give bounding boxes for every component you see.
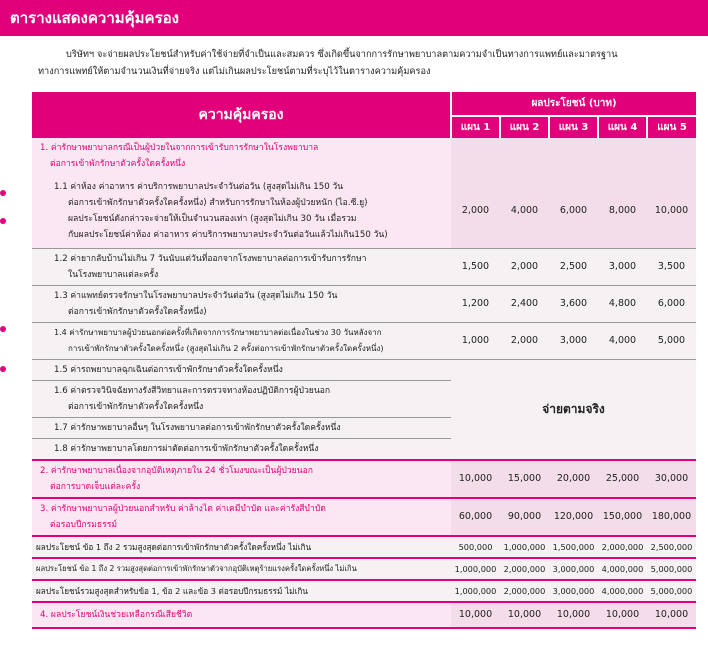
- value-cell: 3,000: [598, 248, 647, 285]
- value-cell: 2,000: [451, 174, 500, 248]
- edge-marker: [0, 190, 6, 196]
- value-cell: 150,000: [598, 498, 647, 536]
- value-cell: 120,000: [549, 498, 598, 536]
- value-cell: 20,000: [549, 460, 598, 498]
- value-cell: 4,800: [598, 285, 647, 322]
- section-3-title: 3. ค่ารักษาพยาบาลผู้ป่วยนอกสำหรับ ค่าล้างไต ค่าเคมีบำบัด และค่ารังสีบำบัด ต่อรอบปีกรมธรรม์: [32, 498, 451, 536]
- plan-header: แผน 2: [500, 116, 549, 138]
- item-1-1: 1.1 ค่าห้อง ค่าอาหาร ค่าบริการพยาบาลประจำวันต่อวัน (สูงสุดไม่เกิน 150 วัน ต่อการเข้าพักรักษาตัวครั้งใดครั้งหนึ่ง) สำหรับการรักษาในห้องผู้ป่วยหนัก (ไอ.ซี.ยู) ผลประโยชน์ดังกล่าวจะจ่ายให้เป็นจำนวนสองเท่า (สูงสุดไม่เกิน 30 วัน เมื่อรวม กับผลประโยชน์ค่าห้อง ค่าอาหาร ค่าบริการพยาบาลประจำวันต่อวันแล้วไม่เกิน150 วัน): [32, 174, 451, 248]
- coverage-table: [32, 92, 696, 629]
- value-cell: 60,000: [451, 498, 500, 536]
- value-cell: 8,000: [598, 174, 647, 248]
- table-row: [32, 359, 696, 380]
- table-row: [32, 498, 696, 536]
- edge-marker: [0, 366, 6, 372]
- edge-marker: [0, 218, 6, 224]
- value-cell: 10,000: [451, 460, 500, 498]
- table-row: [32, 558, 696, 580]
- value-cell: 3,000: [549, 322, 598, 359]
- value-cell: 3,000,000: [549, 580, 598, 602]
- value-cell: 10,000: [647, 602, 696, 628]
- value-cell: 10,000: [598, 602, 647, 628]
- value-cell: 2,400: [500, 285, 549, 322]
- value-cell: 5,000,000: [647, 558, 696, 580]
- value-cell: 5,000: [647, 322, 696, 359]
- value-cell: 180,000: [647, 498, 696, 536]
- value-cell: 2,000,000: [500, 580, 549, 602]
- page-title: ตารางแสดงความคุ้มครอง: [0, 0, 708, 36]
- value-cell: 1,200: [451, 285, 500, 322]
- value-cell: 4,000,000: [598, 558, 647, 580]
- value-cell: 4,000,000: [598, 580, 647, 602]
- item-1-6: 1.6 ค่าตรวจวินิจฉัยทางรังสีวิทยาและการตรวจทางห้องปฏิบัติการผู้ป่วยนอก ต่อการเข้าพักรักษาตัวครั้งใดครั้งหนึ่ง: [32, 380, 451, 417]
- value-cell: 5,000,000: [647, 580, 696, 602]
- value-cell: 2,000: [500, 248, 549, 285]
- intro-line-1: บริษัทฯ จะจ่ายผลประโยชน์สำหรับค่าใช้จ่ายที่จำเป็นและสมควร ซึ่งเกิดขึ้นจากการรักษาพยาบาลตามความจำเป็นทางการแพทย์และมาตรฐาน: [66, 49, 618, 60]
- edge-marker: [0, 326, 6, 332]
- plan-header: แผน 1: [451, 116, 500, 138]
- table-row: [32, 536, 696, 558]
- summary-2-label: ผลประโยชน์ ข้อ 1 ถึง 2 รวมสูงสุดต่อการเข้าพักรักษาตัวจากอุบัติเหตุร้ายแรงครั้งใดครั้งหนึ่ง ไม่เกิน: [32, 558, 451, 580]
- table-row: [32, 580, 696, 602]
- value-cell: 1,000,000: [500, 536, 549, 558]
- value-cell: 15,000: [500, 460, 549, 498]
- table-row: [32, 322, 696, 359]
- item-1-3: 1.3 ค่าแพทย์ตรวจรักษาในโรงพยาบาลประจำวันต่อวัน (สูงสุดไม่เกิน 150 วัน ต่อการเข้าพักรักษาตัวครั้งใดครั้งหนึ่ง): [32, 285, 451, 322]
- item-1-8: 1.8 ค่ารักษาพยาบาลโดยการผ่าตัดต่อการเข้าพักรักษาตัวครั้งใดครั้งหนึ่ง: [32, 438, 451, 460]
- item-1-2: 1.2 ค่ายากลับบ้านไม่เกิน 7 วันนับแต่วันที่ออกจากโรงพยาบาลต่อการเข้ารับการรักษา ในโรงพยาบาลแต่ละครั้ง: [32, 248, 451, 285]
- value-cell: 500,000: [451, 536, 500, 558]
- value-cell: 10,000: [549, 602, 598, 628]
- table-row: [32, 602, 696, 628]
- item-1-4: 1.4 ค่ารักษาพยาบาลผู้ป่วยนอกต่อครั้งที่เกิดจากการรักษาพยาบาลต่อเนื่องในช่วง 30 วันหลังจาก การเข้าพักรักษาตัวครั้งใดครั้งหนึ่ง (สูงสุดไม่เกิน 2 ครั้งต่อการเข้าพักรักษาตัวครั้งใดครั้งหนึ่ง): [32, 322, 451, 359]
- value-cell: 3,500: [647, 248, 696, 285]
- item-1-7: 1.7 ค่ารักษาพยาบาลอื่นๆ ในโรงพยาบาลต่อการเข้าพักรักษาตัวครั้งใดครั้งหนึ่ง: [32, 417, 451, 438]
- value-cell: 1,000: [451, 322, 500, 359]
- value-cell: 6,000: [647, 285, 696, 322]
- intro-paragraph: [38, 46, 693, 80]
- plan-header: แผน 4: [598, 116, 647, 138]
- benefit-header: ผลประโยชน์ (บาท): [451, 92, 696, 116]
- table-row: [32, 174, 696, 248]
- value-cell: 2,500: [549, 248, 598, 285]
- value-cell: 25,000: [598, 460, 647, 498]
- section-4-title: 4. ผลประโยชน์เงินช่วยเหลือกรณีเสียชีวิต: [32, 602, 451, 628]
- plan-header: แผน 5: [647, 116, 696, 138]
- coverage-header: ความคุ้มครอง: [32, 92, 451, 138]
- value-cell: 1,000,000: [451, 580, 500, 602]
- plan-header: แผน 3: [549, 116, 598, 138]
- intro-line-2: ทางการแพทย์ให้ตามจำนวนเงินที่จ่ายจริง แต่ไม่เกินผลประโยชน์ตามที่ระบุไว้ในตารางความคุ้มครอง: [38, 66, 431, 77]
- table-row: [32, 460, 696, 498]
- item-1-5: 1.5 ค่ารถพยาบาลฉุกเฉินต่อการเข้าพักรักษาตัวครั้งใดครั้งหนึ่ง: [32, 359, 451, 380]
- value-cell: 10,000: [647, 174, 696, 248]
- value-cell: 2,500,000: [647, 536, 696, 558]
- table-row: [32, 285, 696, 322]
- value-cell: 1,500: [451, 248, 500, 285]
- actual-paid-label: จ่ายตามจริง: [451, 359, 696, 460]
- value-cell: 10,000: [451, 602, 500, 628]
- value-cell: 1,500,000: [549, 536, 598, 558]
- value-cell: 10,000: [500, 602, 549, 628]
- value-cell: 1,000,000: [451, 558, 500, 580]
- value-cell: 90,000: [500, 498, 549, 536]
- value-cell: 3,000,000: [549, 558, 598, 580]
- value-cell: 2,000: [500, 322, 549, 359]
- value-cell: 30,000: [647, 460, 696, 498]
- summary-1-label: ผลประโยชน์ ข้อ 1 ถึง 2 รวมสูงสุดต่อการเข้าพักรักษาตัวครั้งใดครั้งหนึ่ง ไม่เกิน: [32, 536, 451, 558]
- value-cell: 6,000: [549, 174, 598, 248]
- value-cell: 2,000,000: [598, 536, 647, 558]
- value-cell: 3,600: [549, 285, 598, 322]
- summary-3-label: ผลประโยชน์รวมสูงสุดสำหรับข้อ 1, ข้อ 2 และข้อ 3 ต่อรอบปีกรมธรรม์ ไม่เกิน: [32, 580, 451, 602]
- section-2-title: 2. ค่ารักษาพยาบาลเนื่องจากอุบัติเหตุภายใน 24 ชั่วโมงขณะเป็นผู้ป่วยนอก ต่อการบาดเจ็บแต่ละครั้ง: [32, 460, 451, 498]
- table-row: [32, 138, 696, 174]
- value-cell: 4,000: [500, 174, 549, 248]
- section-1-title: 1. ค่ารักษาพยาบาลกรณีเป็นผู้ป่วยในจากการเข้ารับการรักษาในโรงพยาบาล ต่อการเข้าพักรักษาตัวครั้งใดครั้งหนึ่ง: [32, 138, 451, 174]
- value-cell: 4,000: [598, 322, 647, 359]
- table-row: [32, 248, 696, 285]
- value-cell: 2,000,000: [500, 558, 549, 580]
